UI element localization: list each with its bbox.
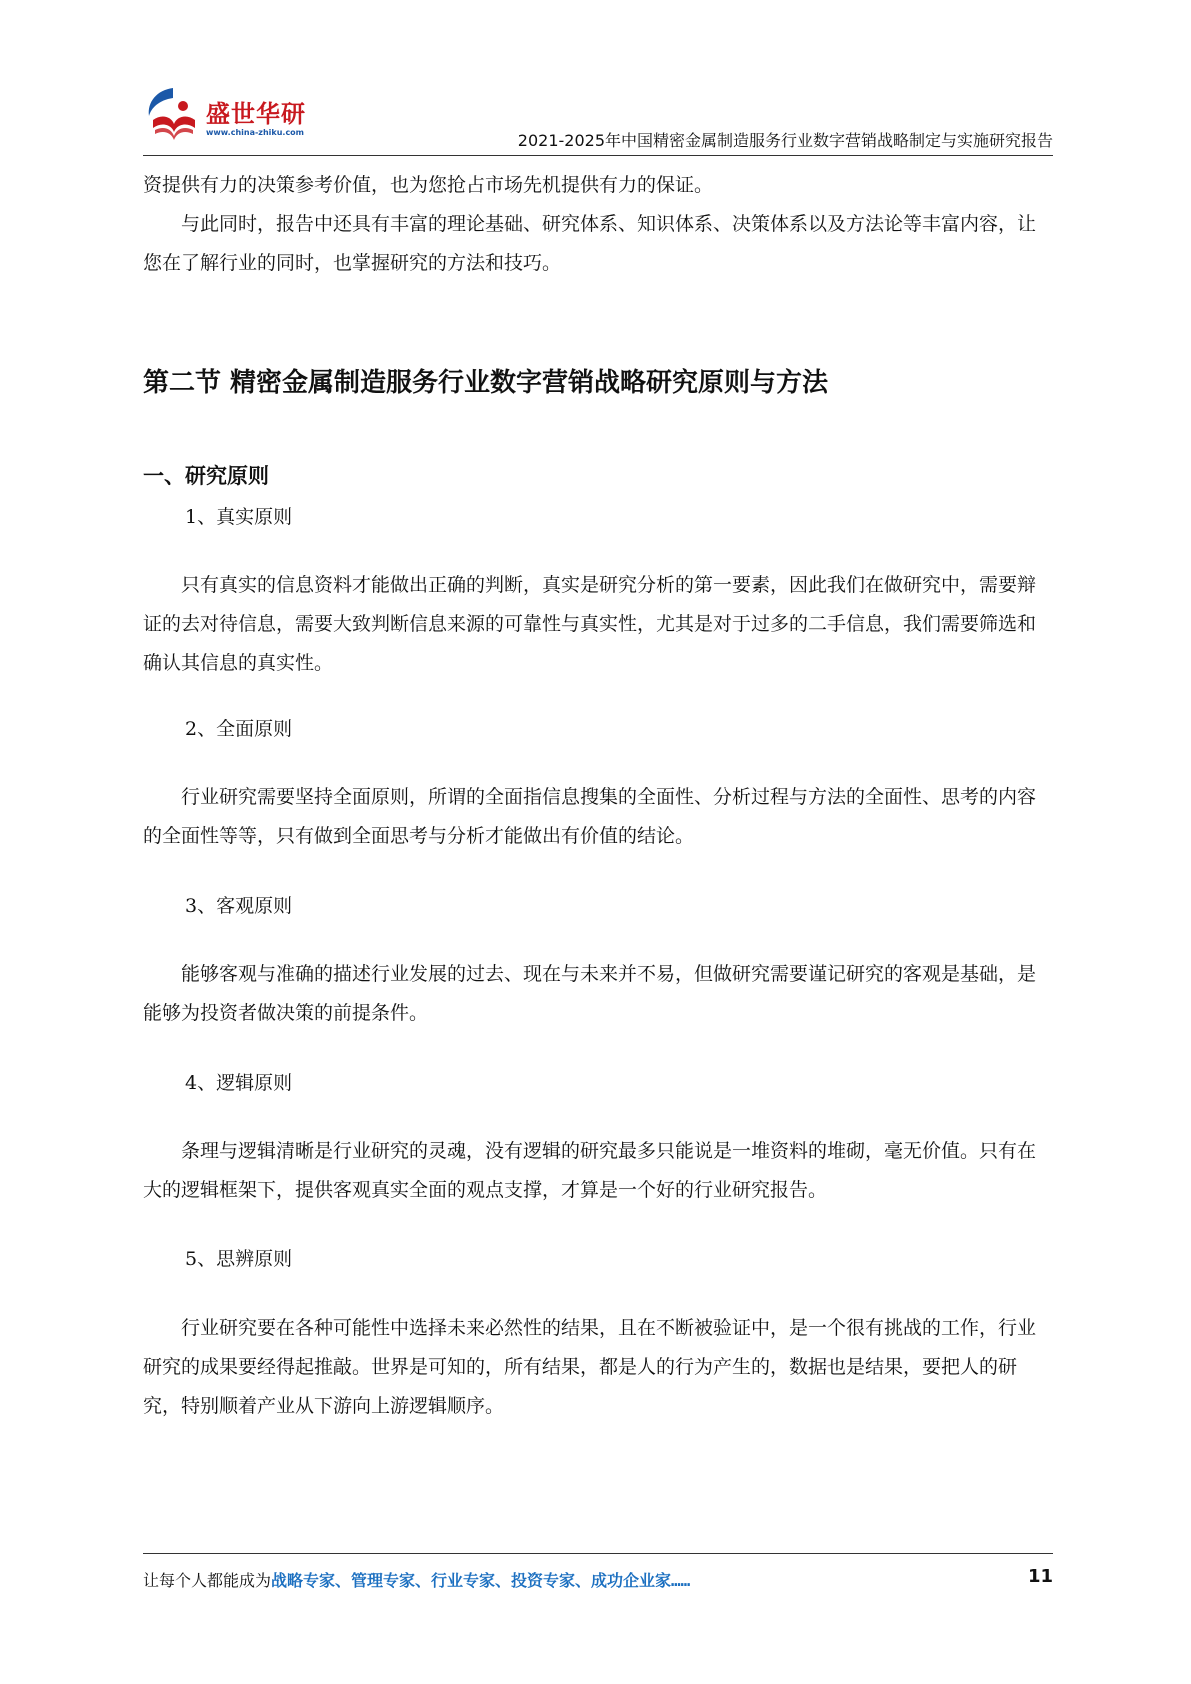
- principle-4-body: 条理与逻辑清晰是行业研究的灵魂，没有逻辑的研究最多只能说是一堆资料的堆砌，毫无价值。只有在大的逻辑框架下，提供客观真实全面的观点支撑，才算是一个好的行业研究报告。: [143, 1140, 1037, 1201]
- footer-slogan-highlight: 战略专家、管理专家、行业专家、投资专家、成功企业家……: [271, 1571, 691, 1590]
- header-divider: [143, 155, 1053, 156]
- principle-3-label: 3、客观原则: [185, 895, 293, 917]
- footer-divider: [143, 1553, 1053, 1554]
- logo-url: www.china-zhiku.com: [206, 128, 305, 137]
- principle-2-label: 2、全面原则: [185, 718, 293, 740]
- footer-slogan-prefix: 让每个人都能成为: [143, 1571, 272, 1590]
- logo-name: 盛世华研: [206, 100, 306, 128]
- sub-section-title: 一、研究原则: [143, 464, 269, 488]
- report-title: 2021-2025年中国精密金属制造服务行业数字营销战略制定与实施研究报告: [517, 131, 1053, 150]
- principle-2-body: 行业研究需要坚持全面原则，所谓的全面指信息搜集的全面性、分析过程与方法的全面性、思考的内容的全面性等等，只有做到全面思考与分析才能做出有价值的结论。: [143, 786, 1037, 847]
- principle-5-body: 行业研究要在各种可能性中选择未来必然性的结果，且在不断被验证中，是一个很有挑战的工作，行业研究的成果要经得起推敲。世界是可知的，所有结果，都是人的行为产生的，数据也是结果，要把人的研究，特别顺着产业从下游向上游逻辑顺序。: [143, 1317, 1037, 1417]
- principle-1-body: 只有真实的信息资料才能做出正确的判断，真实是研究分析的第一要素，因此我们在做研究中，需要辩证的去对待信息，需要大致判断信息来源的可靠性与真实性，尤其是对于过多的二手信息，我们需要筛选和确认其信息的真实性。: [143, 574, 1037, 674]
- logo-book-icon: [143, 84, 205, 146]
- principle-1-label: 1、真实原则: [185, 506, 293, 528]
- page-number: 11: [1027, 1566, 1053, 1587]
- principle-4-label: 4、逻辑原则: [185, 1072, 293, 1094]
- intro-paragraph-2: 与此同时，报告中还具有丰富的理论基础、研究体系、知识体系、决策体系以及方法论等丰富内容，让您在了解行业的同时，也掌握研究的方法和技巧。: [143, 213, 1037, 274]
- intro-content: [143, 166, 1053, 283]
- section-title: 第二节 精密金属制造服务行业数字营销战略研究原则与方法: [143, 368, 829, 398]
- logo: [143, 84, 313, 154]
- page-header: [143, 78, 1053, 158]
- principle-3-body: 能够客观与准确的描述行业发展的过去、现在与未来并不易，但做研究需要谨记研究的客观是基础，是能够为投资者做决策的前提条件。: [143, 963, 1037, 1024]
- footer-slogan: [143, 1568, 690, 1591]
- intro-paragraph-1: 资提供有力的决策参考价值，也为您抢占市场先机提供有力的保证。: [143, 174, 714, 196]
- principle-5-label: 5、思辨原则: [185, 1248, 293, 1270]
